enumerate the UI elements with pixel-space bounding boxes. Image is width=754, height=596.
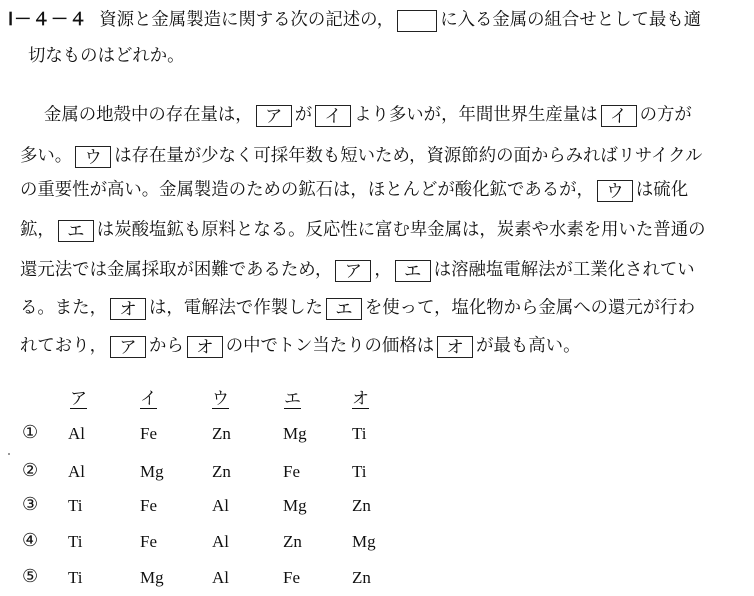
table-cell: Fe (283, 462, 300, 481)
table-cell: Al (68, 424, 85, 443)
text: ， (374, 260, 392, 280)
table-cell: Zn (283, 532, 302, 551)
question-line-2 (28, 44, 185, 68)
text: れており， (20, 336, 107, 356)
table-header: オ (352, 389, 369, 409)
text: る。また， (20, 298, 107, 318)
question-prompt-1: 資源と金属製造に関する次の記述の， (99, 10, 395, 30)
table-header: エ (284, 389, 301, 409)
table-cell: Al (68, 462, 85, 481)
text: 多い。 (20, 146, 73, 166)
table-cell: Mg (283, 496, 307, 515)
choice-number[interactable]: ⑤ (22, 566, 39, 587)
blank-i: イ (601, 105, 637, 127)
choice-number[interactable]: ① (22, 422, 39, 443)
text: 鉱， (20, 220, 55, 240)
scan-speck (8, 453, 10, 455)
table-header: イ (140, 389, 157, 409)
text: より多いが，年間世界生産量は (354, 105, 598, 125)
text: 金属の地殻中の存在量は， (44, 105, 253, 125)
table-cell: Fe (140, 424, 157, 443)
text: は，電解法で作製した (148, 298, 323, 318)
blank-e: エ (395, 260, 431, 282)
table-cell: Zn (352, 496, 371, 515)
blank-e: エ (326, 298, 362, 320)
table-cell: Fe (140, 532, 157, 551)
passage-line-2 (20, 144, 702, 168)
blank-u: ウ (75, 146, 111, 168)
table-cell: Ti (352, 424, 367, 443)
blank-a: ア (256, 105, 292, 127)
blank-i: イ (315, 105, 351, 127)
text: の中でトン当たりの価格は (225, 336, 435, 356)
question-code: Ⅰ－４－４ (8, 10, 88, 30)
passage-line-7 (20, 334, 580, 358)
text: 還元法では金属採取が困難であるため， (20, 260, 333, 280)
blank-o: オ (110, 298, 146, 320)
passage-line-4 (20, 218, 705, 242)
passage-line-3 (20, 178, 688, 202)
blank-o: オ (437, 336, 473, 358)
table-cell: Ti (68, 568, 83, 587)
table-cell: Ti (68, 496, 83, 515)
blank-box-empty (397, 10, 437, 32)
text: は硫化 (635, 180, 689, 200)
table-cell: Mg (352, 532, 376, 551)
choice-number[interactable]: ② (22, 460, 39, 481)
text: が最も高い。 (476, 336, 581, 356)
table-cell: Ti (68, 532, 83, 551)
text: の重要性が高い。金属製造のための鉱石は，ほとんどが酸化鉱であるが， (20, 180, 594, 200)
text: は炭酸塩鉱も原料となる。反応性に富む卑金属は，炭素や水素を用いた普通の (96, 220, 706, 240)
table-cell: Fe (140, 496, 157, 515)
table-cell: Zn (212, 462, 231, 481)
blank-e: エ (58, 220, 94, 242)
question-prompt-3: 切なものはどれか。 (28, 46, 185, 66)
choice-number[interactable]: ③ (22, 494, 39, 515)
table-cell: Zn (352, 568, 371, 587)
table-cell: Fe (283, 568, 300, 587)
table-cell: Ti (352, 462, 367, 481)
table-cell: Mg (140, 462, 164, 481)
blank-u: ウ (597, 180, 633, 202)
table-cell: Zn (212, 424, 231, 443)
text: は存在量が少なく可採年数も短いため，資源節約の面からみればリサイクル (114, 146, 703, 166)
text: を使って，塩化物から金属への還元が行わ (364, 298, 695, 318)
question-prompt-2: に入る金属の組合せとして最も適 (440, 10, 702, 30)
table-cell: Mg (283, 424, 307, 443)
table-cell: Al (212, 532, 229, 551)
choice-number[interactable]: ④ (22, 530, 39, 551)
table-header: ウ (212, 389, 229, 409)
table-cell: Al (212, 568, 229, 587)
text: が (294, 105, 313, 125)
table-header: ア (70, 389, 87, 409)
passage-line-1 (44, 103, 692, 127)
table-cell: Al (212, 496, 229, 515)
table-cell: Mg (140, 568, 164, 587)
text: は溶融塩電解法が工業化されてい (433, 260, 695, 280)
text: から (148, 336, 184, 356)
passage-line-6 (20, 296, 695, 320)
blank-o: オ (187, 336, 223, 358)
question-line-1 (8, 8, 701, 32)
blank-a: ア (335, 260, 371, 282)
blank-a: ア (110, 336, 146, 358)
text: の方が (639, 105, 692, 125)
passage-line-5 (20, 258, 695, 282)
